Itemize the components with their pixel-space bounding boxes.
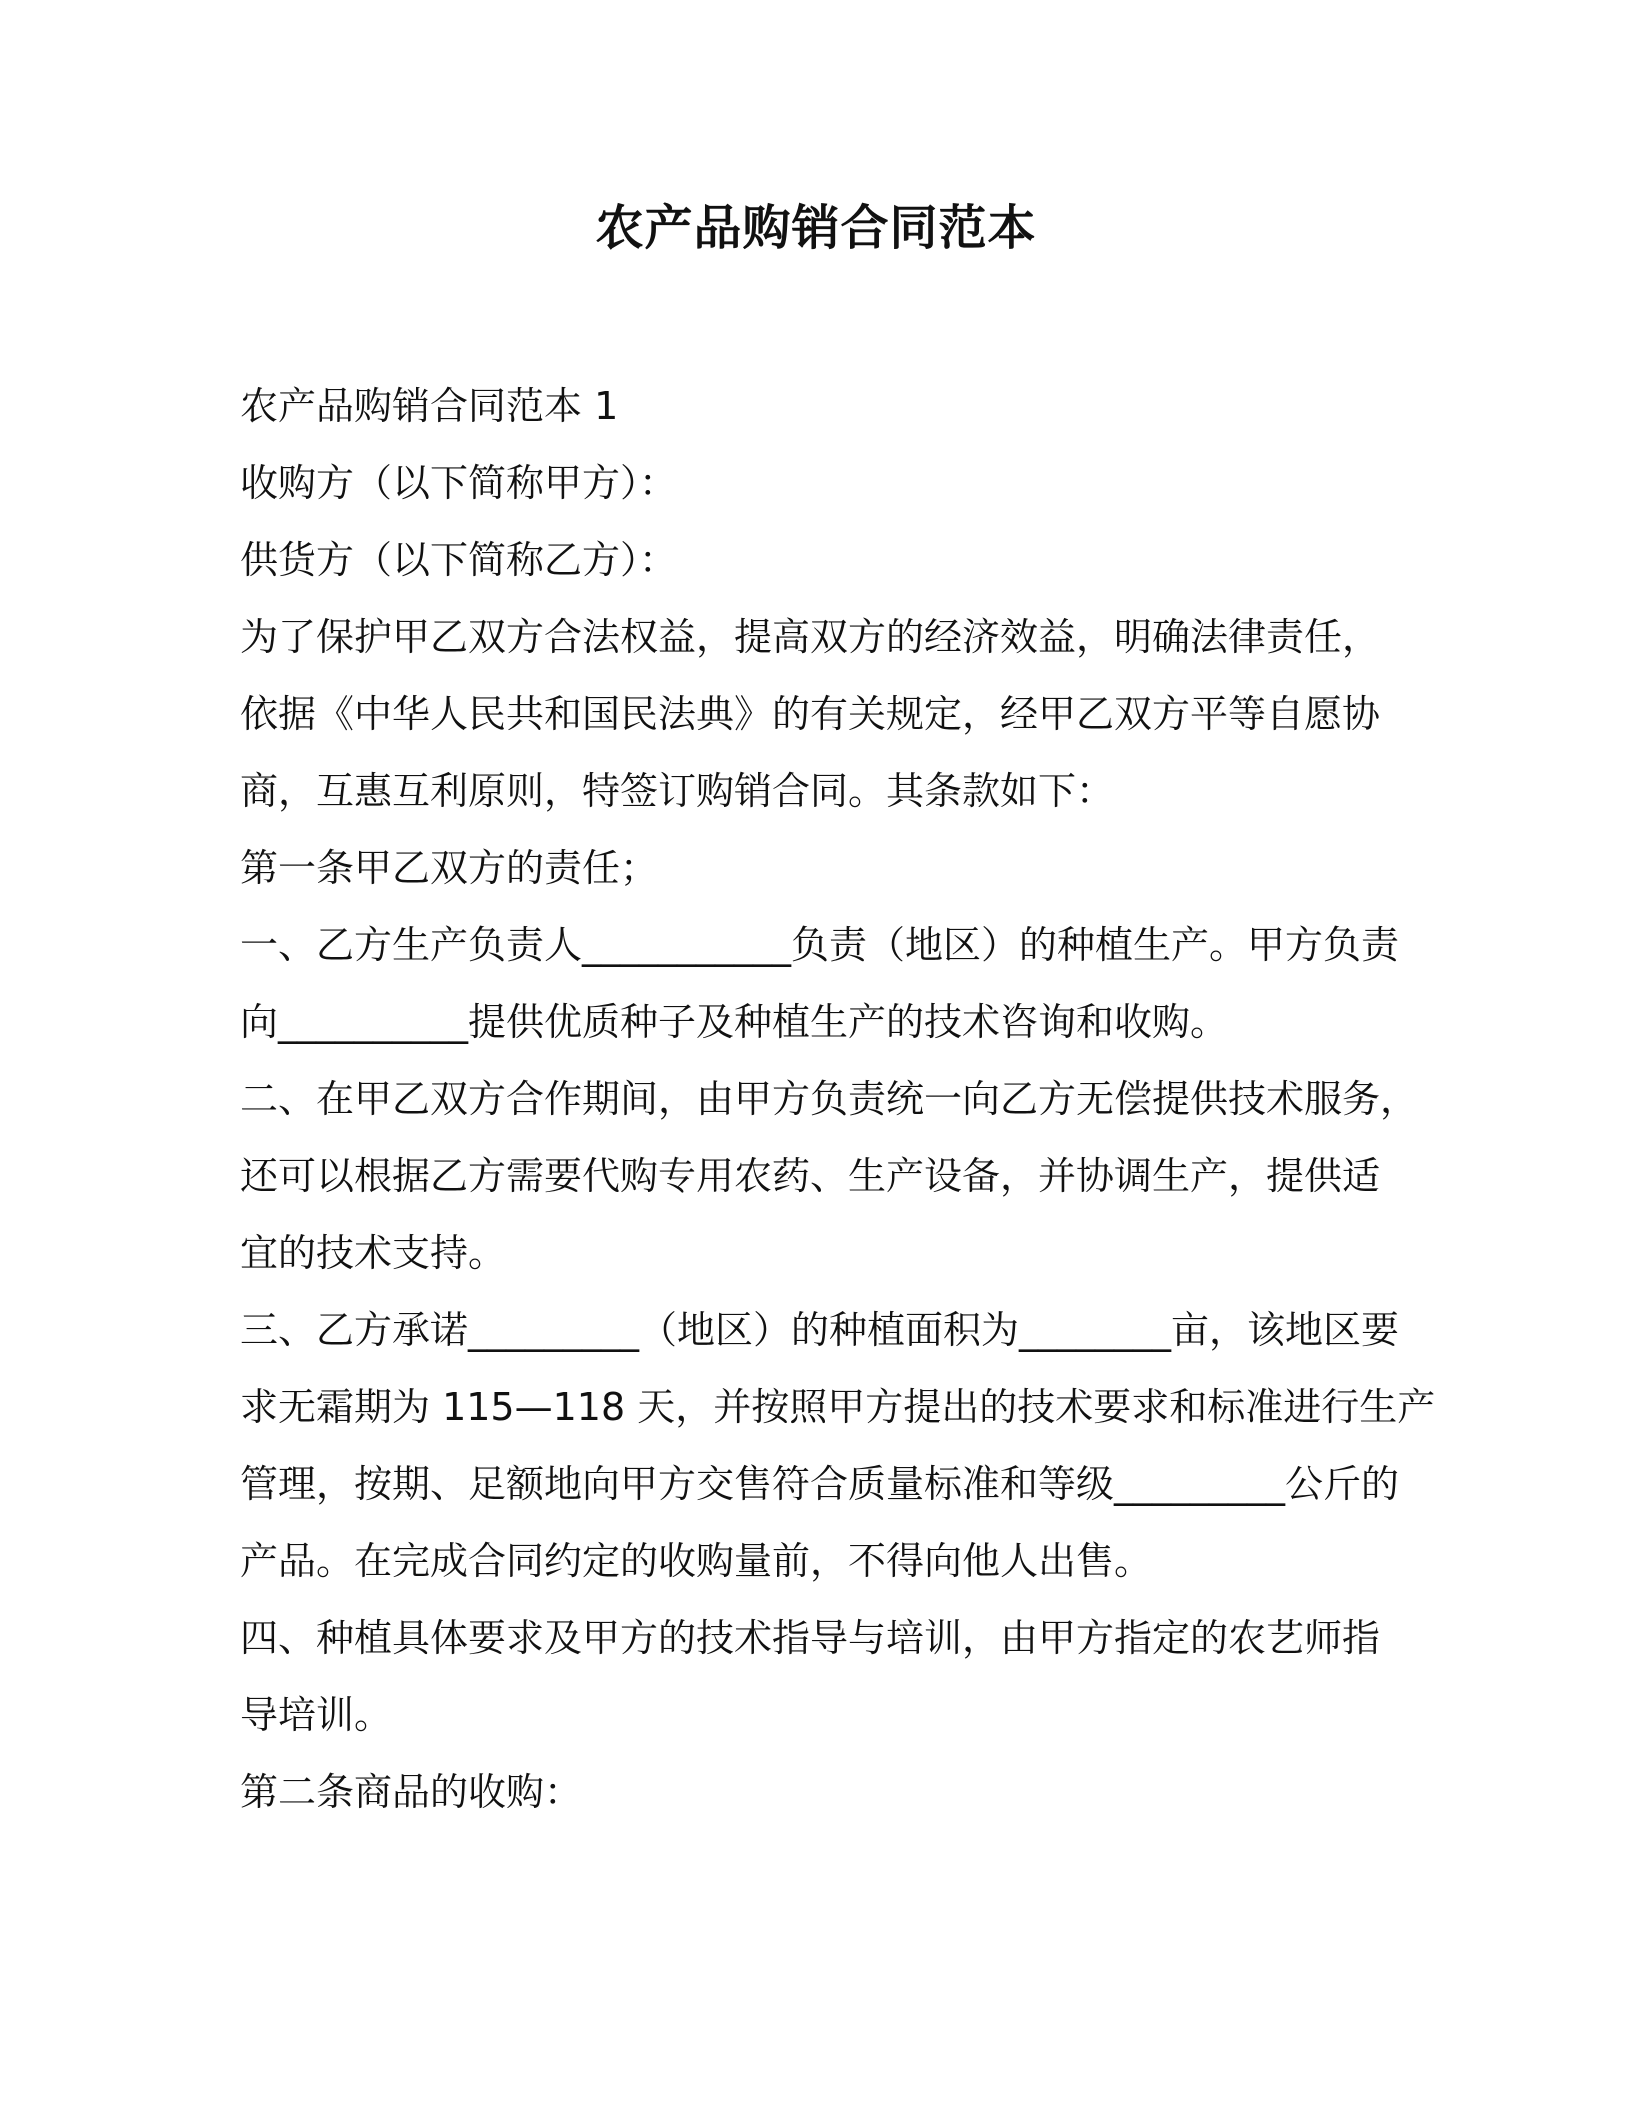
article-heading: 第一条甲乙双方的责任； [240, 846, 659, 890]
section-heading: 农产品购销合同范本 1 [240, 384, 619, 428]
paragraph-line: 一、乙方生产负责人___________负责（地区）的种植生产。甲方负责 [240, 923, 1400, 967]
paragraph-line: 产品。在完成合同约定的收购量前，不得向他人出售。 [240, 1539, 1153, 1583]
paragraph-line: 依据《中华人民共和国民法典》的有关规定，经甲乙双方平等自愿协 [240, 692, 1381, 736]
paragraph-line: 向__________提供优质种子及种植生产的技术咨询和收购。 [240, 1000, 1229, 1044]
paragraph-line: 导培训。 [240, 1693, 393, 1737]
paragraph-line: 还可以根据乙方需要代购专用农药、生产设备，并协调生产，提供适 [240, 1154, 1381, 1198]
paragraph-line: 二、在甲乙双方合作期间，由甲方负责统一向乙方无偿提供技术服务， [240, 1077, 1419, 1121]
document-title: 农产品购销合同范本 [595, 200, 1037, 256]
article-heading: 第二条商品的收购： [240, 1770, 583, 1814]
paragraph-line: 商，互惠互利原则，特签订购销合同。其条款如下： [240, 769, 1115, 813]
paragraph-line: 四、种植具体要求及甲方的技术指导与培训，由甲方指定的农艺师指 [240, 1616, 1381, 1660]
paragraph-line: 为了保护甲乙双方合法权益，提高双方的经济效益，明确法律责任， [240, 615, 1381, 659]
paragraph-line: 管理，按期、足额地向甲方交售符合质量标准和等级_________公斤的 [240, 1462, 1400, 1506]
paragraph-line: 三、乙方承诺_________（地区）的种植面积为________亩，该地区要 [240, 1308, 1400, 1352]
paragraph-line: 宜的技术支持。 [240, 1231, 507, 1275]
buyer-line: 收购方（以下简称甲方）： [240, 461, 678, 505]
document-body [240, 368, 1436, 1831]
supplier-line: 供货方（以下简称乙方）： [240, 538, 678, 582]
paragraph-line: 求无霜期为 115—118 天，并按照甲方提出的技术要求和标准进行生产 [240, 1385, 1436, 1429]
